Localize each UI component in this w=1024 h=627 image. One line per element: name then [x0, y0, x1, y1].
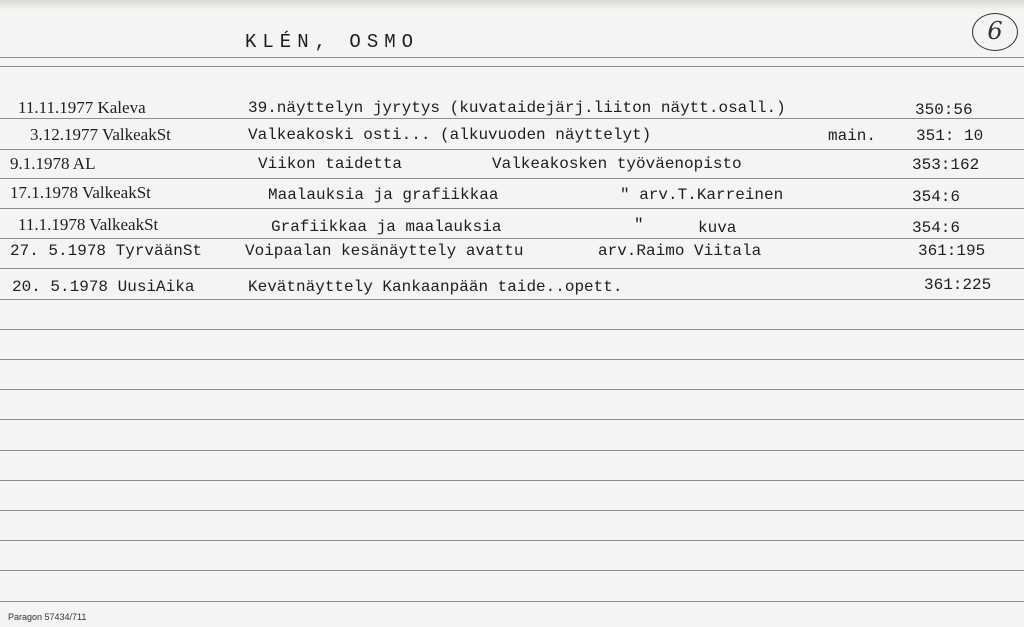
rule-line [0, 268, 1024, 269]
entry-note: " [634, 216, 644, 234]
rule-line [0, 118, 1024, 119]
card-heading-name: KLÉN, OSMO [245, 31, 420, 53]
entry-reference: 361:225 [924, 276, 992, 294]
entry-date-source: 11.11.1977 Kaleva [18, 98, 146, 117]
rule-line [0, 299, 1024, 300]
entry-reference: 354:6 [912, 219, 961, 237]
card-printer-mark: Paragon 57434/711 [8, 612, 87, 622]
entry-date-source: 3.12.1977 ValkeakSt [30, 125, 171, 144]
entry-date-source: 11.1.1978 ValkeakSt [18, 215, 159, 234]
entry-reference: 351: 10 [916, 127, 984, 145]
entry-date-source: 20. 5.1978 UusiAika [12, 278, 195, 296]
rule-line [0, 66, 1024, 67]
entry-date-source: 9.1.1978 AL [10, 154, 96, 173]
entry-note-secondary: kuva [698, 219, 737, 237]
entry-note: main. [828, 127, 877, 145]
rule-line [0, 480, 1024, 481]
rule-line [0, 570, 1024, 571]
entry-reference: 354:6 [912, 188, 961, 206]
entry-description: Kevätnäyttely Kankaanpään taide..opett. [248, 278, 623, 296]
rule-line [0, 238, 1024, 239]
entry-reference: 361:195 [918, 242, 986, 260]
rule-line [0, 419, 1024, 420]
entry-description: 39.näyttelyn jyrytys (kuvataidejärj.liiton näytt.osall.) [248, 99, 786, 117]
rule-line [0, 540, 1024, 541]
entry-note: arv.Raimo Viitala [598, 242, 762, 260]
card-top-edge [0, 0, 1024, 10]
entry-reference: 350:56 [915, 101, 973, 119]
rule-line [0, 57, 1024, 58]
rule-line [0, 208, 1024, 209]
entry-description: Voipaalan kesänäyttely avattu [245, 242, 524, 260]
rule-line [0, 178, 1024, 179]
rule-line [0, 450, 1024, 451]
rule-line [0, 389, 1024, 390]
rule-line [0, 601, 1024, 602]
entry-reference: 353:162 [912, 156, 980, 174]
rule-line [0, 510, 1024, 511]
card-number-badge: 6 [972, 13, 1018, 51]
entry-description: Grafiikkaa ja maalauksia [271, 218, 502, 236]
entry-date-source: 27. 5.1978 TyrväänSt [10, 242, 203, 260]
entry-date-source: 17.1.1978 ValkeakSt [10, 183, 151, 202]
rule-line [0, 149, 1024, 150]
rule-line [0, 359, 1024, 360]
entry-description: Maalauksia ja grafiikkaa [268, 186, 499, 204]
entry-note: Valkeakosken työväenopisto [492, 155, 742, 173]
entry-description: Viikon taidetta [258, 155, 403, 173]
rule-line [0, 329, 1024, 330]
entry-note: " arv.T.Karreinen [620, 186, 784, 204]
entry-description: Valkeakoski osti... (alkuvuoden näyttelyt) [248, 126, 652, 144]
